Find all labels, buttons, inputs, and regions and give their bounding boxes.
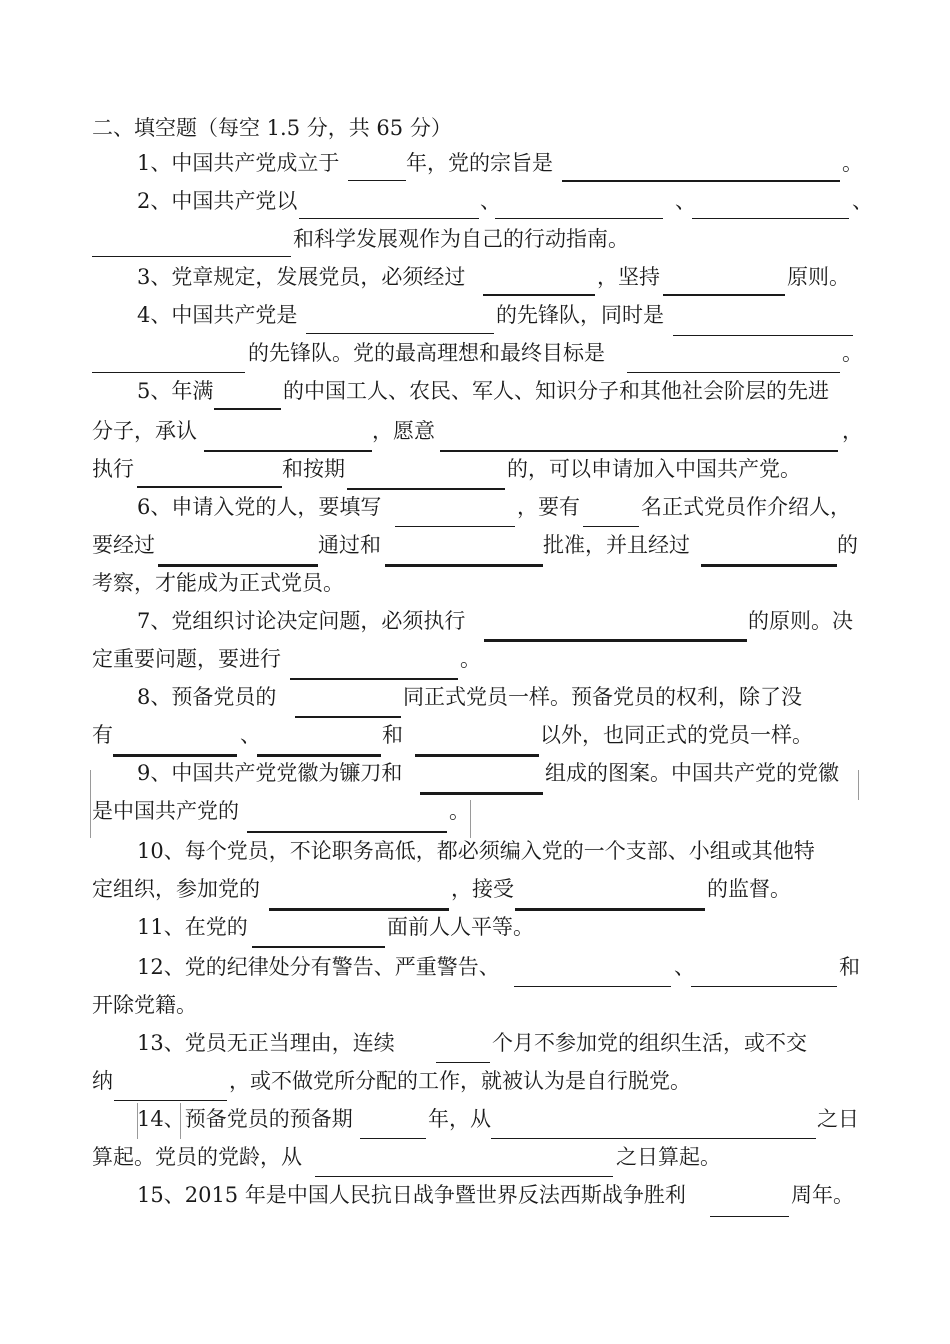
q8-text-d: 、 [240, 723, 261, 747]
q5-text-b: 的中国工人、农民、军人、知识分子和其他社会阶层的先进 [283, 379, 829, 403]
q6-text-e: 通过和 [318, 533, 381, 557]
section-heading: 二、填空题（每空 1.5 分，共 65 分） [92, 116, 452, 140]
q12-blank-2[interactable] [691, 986, 837, 987]
q6-blank-5[interactable] [701, 564, 837, 567]
q5-text-d: ，愿意 [372, 419, 435, 443]
q14-blank-3[interactable] [315, 1176, 613, 1177]
q6-text-a: 6、申请入党的人，要填写 [137, 495, 382, 519]
q3-text-a: 3、党章规定，发展党员，必须经过 [137, 265, 466, 289]
q5-blank-3[interactable] [440, 450, 838, 452]
q7-text-b: 的原则。决 [748, 609, 853, 633]
q6-blank-4[interactable] [385, 564, 543, 567]
q6-blank-2[interactable] [583, 526, 639, 527]
q5-text-e: ， [842, 419, 863, 443]
q10-text-b: 定组织，参加党的 [92, 877, 260, 901]
q14-text-b: 年，从 [428, 1107, 491, 1131]
q8-text-e: 和 [382, 723, 403, 747]
q2-blank-1[interactable] [299, 218, 479, 219]
q5-blank-5[interactable] [347, 488, 505, 490]
q10-blank-1[interactable] [269, 908, 449, 911]
q2-blank-4[interactable] [92, 256, 291, 257]
q9-text-a: 9、中国共产党党徽为镰刀和 [137, 761, 403, 785]
q12-blank-1[interactable] [514, 986, 671, 987]
q5-text-f: 执行 [92, 457, 134, 481]
border-mark [470, 800, 471, 838]
q10-text-c: ，接受 [451, 877, 514, 901]
q9-text-c: 是中国共产党的 [92, 799, 239, 823]
q4-blank-2[interactable] [673, 335, 853, 336]
q5-text-a: 5、年满 [137, 379, 214, 403]
q6-blank-1[interactable] [395, 526, 515, 527]
q1-text-a: 1、中国共产党成立于 [137, 151, 340, 175]
q1-text-b: 年，党的宗旨是 [406, 151, 553, 175]
q6-text-b: ，要有 [517, 495, 580, 519]
q8-blank-4[interactable] [415, 754, 539, 757]
q6-text-g: 的 [837, 533, 858, 557]
q1-blank-1[interactable] [348, 180, 406, 181]
q11-text-a: 11、在党的 [137, 915, 248, 939]
border-mark [90, 770, 91, 838]
q8-text-a: 8、预备党员的 [137, 685, 277, 709]
q10-blank-2[interactable] [515, 908, 705, 911]
q3-text-c: 原则。 [787, 265, 850, 289]
q14-text-c: 之日 [817, 1107, 859, 1131]
q15-text-a: 15、2015 年是中国人民抗日战争暨世界反法西斯战争胜利 [137, 1183, 686, 1207]
q4-blank-4[interactable] [627, 372, 840, 373]
q11-text-b: 面前人人平等。 [387, 915, 534, 939]
q2-sep-1: 、 [480, 189, 501, 213]
border-mark [858, 770, 859, 800]
q1-blank-2[interactable] [562, 180, 840, 182]
q5-text-g: 和按期 [282, 457, 345, 481]
q6-text-h: 考察，才能成为正式党员。 [92, 571, 344, 595]
q3-text-b: ，坚持 [597, 265, 660, 289]
q6-text-f: 批准，并且经过 [543, 533, 690, 557]
q15-text-b: 周年。 [791, 1183, 854, 1207]
q13-text-c: 纳 [92, 1069, 113, 1093]
q5-text-c: 分子，承认 [92, 419, 197, 443]
q10-text-d: 的监督。 [707, 877, 791, 901]
q4-text-a: 4、中国共产党是 [137, 303, 298, 327]
q9-blank-2[interactable] [247, 831, 447, 833]
q13-text-a: 13、党员无正当理由，连续 [137, 1031, 395, 1055]
q8-text-b: 同正式党员一样。预备党员的权利，除了没 [403, 685, 802, 709]
q7-blank-1[interactable] [484, 639, 747, 642]
q5-blank-1[interactable] [214, 408, 281, 410]
q8-text-c: 有 [92, 723, 113, 747]
q1-text-c: 。 [842, 151, 863, 175]
q4-text-b: 的先锋队，同时是 [496, 303, 664, 327]
q3-blank-1[interactable] [483, 294, 595, 296]
q14-blank-1[interactable] [360, 1138, 426, 1139]
q8-blank-1[interactable] [295, 716, 401, 718]
q2-text-a: 2、中国共产党以 [137, 189, 298, 213]
q15-blank-1[interactable] [710, 1216, 789, 1217]
q13-text-d: ，或不做党所分配的工作，就被认为是自行脱党。 [229, 1069, 691, 1093]
q8-text-f: 以外，也同正式的党员一样。 [540, 723, 813, 747]
q11-blank-1[interactable] [252, 946, 385, 948]
q9-blank-1[interactable] [420, 792, 543, 795]
q3-blank-2[interactable] [663, 294, 785, 296]
q5-blank-4[interactable] [137, 486, 282, 488]
q4-blank-3[interactable] [92, 372, 245, 373]
q7-text-c: 定重要问题，要进行 [92, 647, 281, 671]
q4-text-c: 的先锋队。党的最高理想和最终目标是 [248, 341, 605, 365]
q7-text-a: 7、党组织讨论决定问题，必须执行 [137, 609, 466, 633]
q5-text-h: 的，可以申请加入中国共产党。 [507, 457, 801, 481]
q8-blank-2[interactable] [113, 754, 237, 757]
q14-text-d: 算起。党员的党龄，从 [92, 1145, 302, 1169]
q12-text-c: 和 [839, 955, 860, 979]
q14-blank-2[interactable] [491, 1138, 816, 1139]
q8-blank-3[interactable] [257, 754, 381, 757]
q13-blank-1[interactable] [436, 1062, 490, 1063]
q9-text-d: 。 [449, 799, 470, 823]
q2-text-b: 和科学发展观作为自己的行动指南。 [293, 227, 629, 251]
q14-text-e: 之日算起。 [616, 1145, 721, 1169]
q12-text-d: 开除党籍。 [92, 993, 197, 1017]
q2-blank-3[interactable] [692, 218, 849, 219]
q6-blank-3[interactable] [158, 564, 318, 567]
q2-blank-2[interactable] [495, 218, 663, 219]
q6-text-d: 要经过 [92, 533, 155, 557]
q10-text-a: 10、每个党员，不论职务高低，都必须编入党的一个支部、小组或其他特 [137, 839, 815, 863]
q4-text-d: 。 [842, 341, 863, 365]
q7-blank-2[interactable] [290, 678, 458, 680]
q14-text-a: 14、预备党员的预备期 [137, 1107, 353, 1131]
q13-text-b: 个月不参加党的组织生活，或不交 [492, 1031, 807, 1055]
q12-text-a: 12、党的纪律处分有警告、严重警告、 [137, 955, 500, 979]
q2-sep-2: 、 [675, 189, 696, 213]
q5-blank-2[interactable] [204, 450, 372, 452]
q6-text-c: 名正式党员作介绍人， [641, 495, 851, 519]
q12-text-b: 、 [674, 955, 695, 979]
q4-blank-1[interactable] [306, 333, 494, 334]
q13-blank-2[interactable] [114, 1100, 227, 1101]
q2-sep-3: 、 [852, 189, 873, 213]
q9-text-b: 组成的图案。中国共产党的党徽 [545, 761, 839, 785]
q7-text-d: 。 [460, 647, 481, 671]
